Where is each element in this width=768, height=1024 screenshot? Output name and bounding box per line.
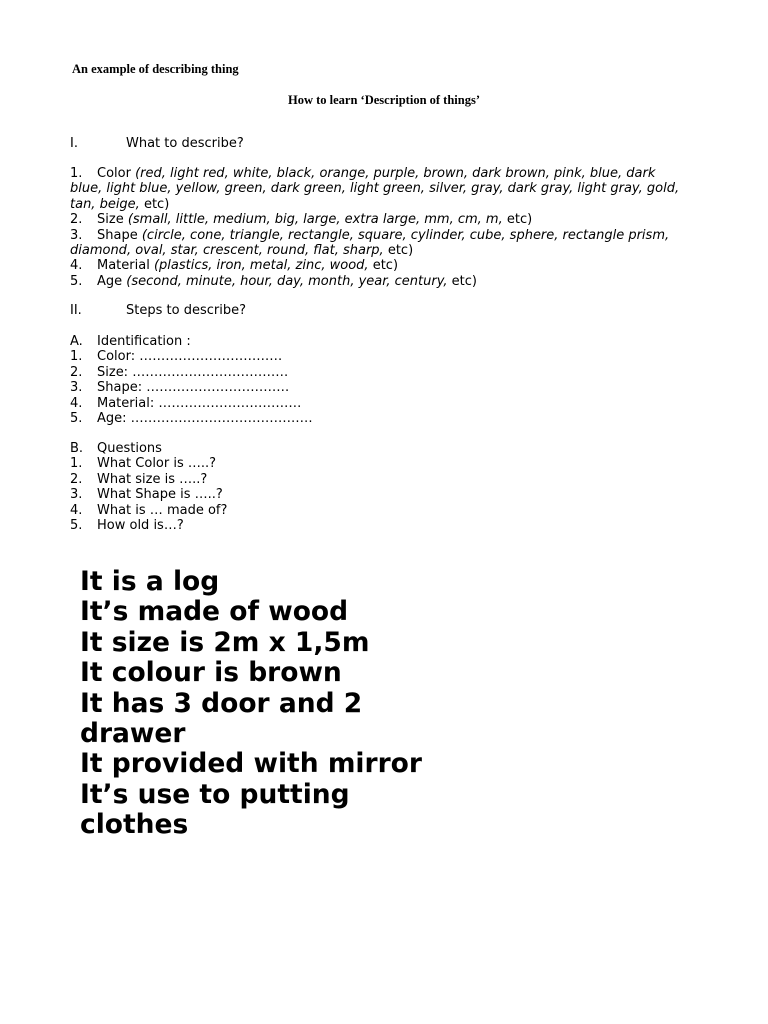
example-line: It colour is brown xyxy=(80,657,342,689)
list-item-number: A. xyxy=(70,334,83,349)
example-line: It has 3 door and 2 drawer xyxy=(80,687,363,750)
list-item-text: Material: …………………………… xyxy=(97,395,302,411)
document-subtitle: How to learn ‘Description of things’ xyxy=(288,93,480,107)
list-item-number: 3. xyxy=(70,380,83,396)
section-2-title: Steps to describe? xyxy=(126,303,246,318)
section-1-heading xyxy=(70,136,244,151)
example-line: It is a log xyxy=(80,566,220,597)
list-item xyxy=(70,396,680,411)
list-item-text: Age: …………………………………… xyxy=(97,411,313,427)
questions-list xyxy=(70,441,680,533)
identification-heading xyxy=(70,334,680,349)
list-item xyxy=(70,365,680,380)
identification-list xyxy=(70,334,680,426)
list-item-text: What Color is …..? xyxy=(97,456,217,472)
list-item-tail: etc) xyxy=(447,273,477,289)
list-item-number: 5. xyxy=(70,518,83,534)
section-1-title: What to describe? xyxy=(126,136,244,151)
list-item-number: 1. xyxy=(70,349,83,365)
list-item-label: Material xyxy=(97,258,150,274)
list-item-number: 2. xyxy=(70,212,83,228)
questions-heading xyxy=(70,441,680,456)
list-item-detail: (red, light red, white, black, orange, purple, brown, dark brown, pink, blue, dark blue, light blue, yellow, green, dark green, light green, silver, gray, dark gray, light gray, gold, tan, beige, xyxy=(70,166,680,212)
list-item-number: 2. xyxy=(70,364,83,380)
list-item-tail: etc) xyxy=(368,258,399,274)
list-item-label: Identification : xyxy=(97,334,191,349)
list-item-detail: (second, minute, hour, day, month, year, century, xyxy=(126,273,448,289)
list-item xyxy=(70,456,680,471)
list-item-number: 4. xyxy=(70,502,83,518)
list-item-text: What is … made of? xyxy=(97,502,228,518)
list-item-number: 4. xyxy=(70,395,83,411)
example-line: It provided with mirror xyxy=(80,748,422,780)
list-item-number: 5. xyxy=(70,273,83,289)
list-item-number: 1. xyxy=(70,456,83,472)
section-2-number: II. xyxy=(70,303,82,318)
example-line: It’s use to putting clothes xyxy=(80,778,350,841)
example-line: It size is 2m x 1,5m xyxy=(80,626,370,658)
list-item-text: Color: …………………………… xyxy=(97,349,283,365)
list-item-label: Size xyxy=(97,212,124,228)
list-item-number: B. xyxy=(70,441,84,456)
list-item-detail: (circle, cone, triangle, rectangle, square, cylinder, cube, sphere, rectangle prism, diamond, oval, star, crescent, round, flat, sharp, xyxy=(70,227,670,259)
list-item xyxy=(70,487,680,502)
list-item-detail: (plastics, iron, metal, zinc, wood, xyxy=(153,258,369,274)
list-item-text: What Shape is …..? xyxy=(97,487,223,503)
section-2-heading xyxy=(70,303,246,318)
list-item-number: 5. xyxy=(70,411,83,427)
example-description xyxy=(80,567,440,841)
example-line: It’s made of wood xyxy=(80,596,349,628)
list-item-age xyxy=(70,274,680,289)
list-item-tail: etc) xyxy=(139,196,170,212)
list-item-detail: (small, little, medium, big, large, extra large, mm, cm, m, xyxy=(127,212,503,228)
list-item-label: Color xyxy=(97,166,131,181)
list-item xyxy=(70,349,680,364)
list-item xyxy=(70,472,680,487)
list-item-size xyxy=(70,212,680,227)
list-item-number: 3. xyxy=(70,227,83,243)
list-item-tail: etc) xyxy=(502,212,533,228)
list-item xyxy=(70,518,680,533)
document-title: An example of describing thing xyxy=(72,62,239,76)
list-item-number: 2. xyxy=(70,471,83,487)
list-item-color xyxy=(70,166,680,212)
list-item-tail: etc) xyxy=(383,243,414,259)
list-item xyxy=(70,503,680,518)
list-item xyxy=(70,411,680,426)
list-item-material xyxy=(70,258,680,273)
list-item-shape xyxy=(70,228,680,259)
list-item-number: 1. xyxy=(70,166,83,181)
section-1-list xyxy=(70,166,680,289)
list-item-text: Shape: …………………………… xyxy=(97,380,290,396)
list-item-text: What size is …..? xyxy=(97,471,208,487)
list-item-text: Size: ……………………………… xyxy=(97,364,289,380)
list-item-label: Shape xyxy=(97,227,138,243)
list-item-number: 3. xyxy=(70,487,83,503)
list-item xyxy=(70,380,680,395)
list-item-text: How old is…? xyxy=(97,518,184,534)
list-item-label: Questions xyxy=(97,441,162,456)
list-item-label: Age xyxy=(97,273,123,289)
list-item-number: 4. xyxy=(70,258,83,274)
section-1-number: I. xyxy=(70,136,78,151)
